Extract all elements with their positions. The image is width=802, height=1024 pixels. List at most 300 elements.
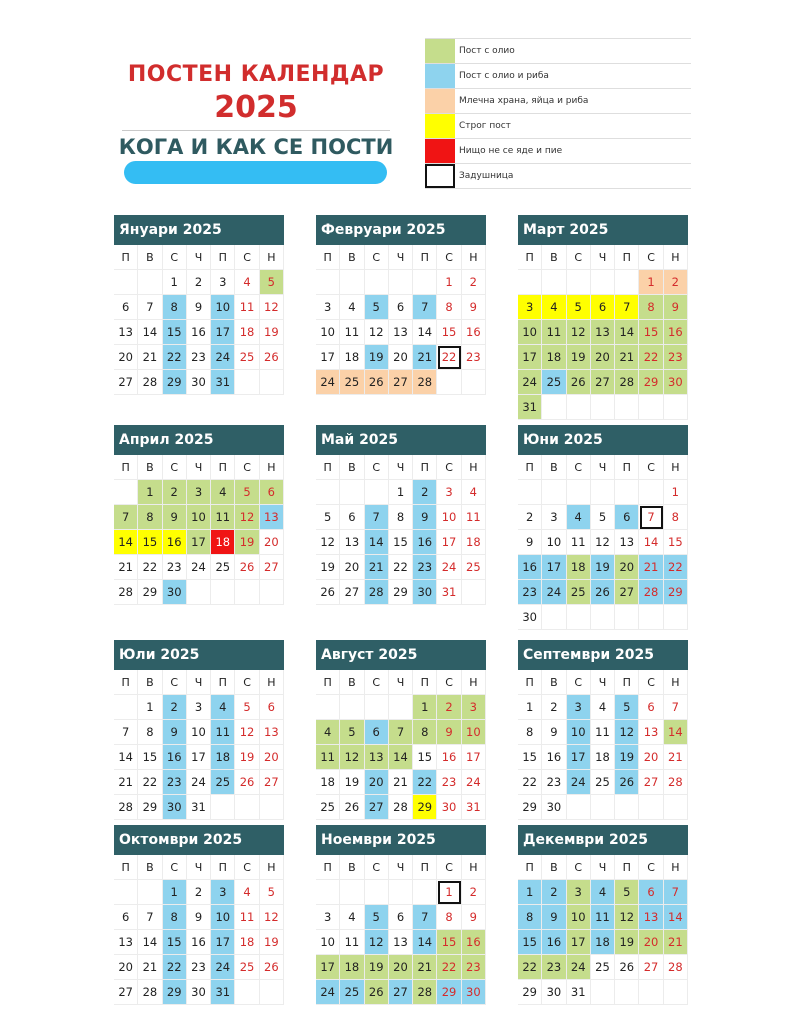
legend-label: Строг пост — [459, 121, 511, 131]
day-cell: 17 — [437, 530, 461, 555]
day-cell: 29 — [389, 580, 413, 605]
weekday-header: В — [138, 855, 162, 880]
empty-day-cell — [389, 695, 413, 720]
weekday-header: С — [365, 670, 389, 695]
day-cell: 10 — [187, 720, 211, 745]
day-cell: 16 — [163, 530, 187, 555]
day-cell: 20 — [365, 770, 389, 795]
day-cell: 4 — [340, 295, 364, 320]
empty-day-cell — [235, 980, 259, 1005]
day-cell: 27 — [114, 370, 138, 395]
day-cell: 6 — [114, 905, 138, 930]
empty-day-cell — [664, 795, 688, 820]
day-cell: 16 — [187, 930, 211, 955]
day-cell: 1 — [639, 270, 663, 295]
empty-day-cell — [114, 270, 138, 295]
day-cell: 25 — [235, 345, 259, 370]
day-cell: 17 — [462, 745, 486, 770]
day-cell: 12 — [365, 320, 389, 345]
day-cell: 20 — [389, 955, 413, 980]
month-title: Октомври 2025 — [114, 825, 284, 855]
day-cell: 26 — [615, 955, 639, 980]
day-cell: 26 — [591, 580, 615, 605]
day-cell: 3 — [316, 295, 340, 320]
day-cell: 30 — [664, 370, 688, 395]
day-cell: 23 — [518, 580, 542, 605]
day-cell: 12 — [260, 295, 284, 320]
day-cell: 14 — [413, 930, 437, 955]
empty-day-cell — [664, 980, 688, 1005]
day-cell: 17 — [518, 345, 542, 370]
day-cell: 8 — [163, 905, 187, 930]
day-cell: 8 — [437, 295, 461, 320]
day-cell: 10 — [567, 905, 591, 930]
day-cell: 12 — [235, 720, 259, 745]
weekday-header: С — [235, 455, 259, 480]
day-cell: 18 — [542, 345, 566, 370]
empty-day-cell — [211, 795, 235, 820]
weekday-header: В — [138, 670, 162, 695]
day-cell: 24 — [518, 370, 542, 395]
empty-day-cell — [340, 480, 364, 505]
legend-item — [425, 64, 691, 89]
day-cell: 29 — [163, 980, 187, 1005]
weekday-header: П — [114, 855, 138, 880]
legend-label: Пост с олио и риба — [459, 71, 549, 81]
empty-day-cell — [138, 270, 162, 295]
day-cell: 2 — [413, 480, 437, 505]
day-cell: 5 — [615, 880, 639, 905]
month-days-grid — [518, 670, 688, 820]
weekday-header: Н — [462, 670, 486, 695]
month-days-grid — [316, 245, 486, 395]
day-cell: 28 — [389, 795, 413, 820]
day-cell: 11 — [235, 295, 259, 320]
day-cell: 31 — [211, 370, 235, 395]
day-cell: 9 — [462, 295, 486, 320]
day-cell: 16 — [187, 320, 211, 345]
day-cell: 26 — [235, 555, 259, 580]
day-cell: 20 — [639, 930, 663, 955]
weekday-header: С — [437, 670, 461, 695]
legend-item — [425, 139, 691, 164]
day-cell: 10 — [316, 320, 340, 345]
empty-day-cell — [114, 480, 138, 505]
day-cell: 5 — [365, 905, 389, 930]
day-cell: 5 — [365, 295, 389, 320]
day-cell: 2 — [187, 270, 211, 295]
day-cell: 25 — [542, 370, 566, 395]
weekday-header: С — [567, 455, 591, 480]
empty-day-cell — [615, 980, 639, 1005]
empty-day-cell — [316, 270, 340, 295]
day-cell: 7 — [389, 720, 413, 745]
day-cell: 10 — [187, 505, 211, 530]
weekday-header: П — [413, 670, 437, 695]
day-cell: 17 — [187, 530, 211, 555]
day-cell: 22 — [138, 555, 162, 580]
empty-day-cell — [518, 480, 542, 505]
day-cell: 2 — [437, 695, 461, 720]
day-cell: 23 — [413, 555, 437, 580]
month-title: Юни 2025 — [518, 425, 688, 455]
month-calendar — [114, 425, 284, 605]
empty-day-cell — [615, 480, 639, 505]
empty-day-cell — [211, 580, 235, 605]
day-cell: 3 — [187, 480, 211, 505]
day-cell: 17 — [567, 930, 591, 955]
day-cell: 8 — [389, 505, 413, 530]
day-cell: 13 — [389, 320, 413, 345]
weekday-header: С — [235, 245, 259, 270]
day-cell: 9 — [542, 905, 566, 930]
day-cell: 21 — [615, 345, 639, 370]
day-cell: 6 — [114, 295, 138, 320]
day-cell: 18 — [211, 745, 235, 770]
weekday-header: П — [413, 245, 437, 270]
day-cell: 8 — [413, 720, 437, 745]
empty-day-cell — [639, 795, 663, 820]
day-cell: 26 — [365, 980, 389, 1005]
day-cell: 14 — [615, 320, 639, 345]
day-cell: 13 — [260, 505, 284, 530]
weekday-header: П — [518, 455, 542, 480]
day-cell: 16 — [462, 320, 486, 345]
day-cell: 11 — [567, 530, 591, 555]
month-calendar — [114, 825, 284, 1005]
day-cell: 24 — [567, 770, 591, 795]
day-cell: 18 — [591, 930, 615, 955]
day-cell: 6 — [639, 695, 663, 720]
day-cell: 16 — [413, 530, 437, 555]
day-cell: 16 — [462, 930, 486, 955]
day-cell: 26 — [260, 955, 284, 980]
day-cell: 28 — [138, 370, 162, 395]
day-cell: 31 — [437, 580, 461, 605]
empty-day-cell — [260, 795, 284, 820]
day-cell: 3 — [437, 480, 461, 505]
day-cell: 13 — [365, 745, 389, 770]
day-cell: 24 — [567, 955, 591, 980]
legend-label: Млечна храна, яйца и риба — [459, 96, 589, 106]
day-cell: 4 — [316, 720, 340, 745]
day-cell: 13 — [260, 720, 284, 745]
day-cell: 4 — [235, 270, 259, 295]
day-cell: 14 — [138, 320, 162, 345]
weekday-header: Н — [664, 455, 688, 480]
day-cell: 22 — [664, 555, 688, 580]
day-cell: 26 — [340, 795, 364, 820]
page-title: ПОСТЕН КАЛЕНДАР — [127, 62, 385, 87]
empty-day-cell — [365, 695, 389, 720]
weekday-header: С — [437, 455, 461, 480]
day-cell: 1 — [437, 880, 461, 905]
day-cell: 9 — [542, 720, 566, 745]
day-cell: 19 — [365, 345, 389, 370]
day-cell: 24 — [187, 555, 211, 580]
day-cell: 20 — [340, 555, 364, 580]
day-cell: 25 — [316, 795, 340, 820]
day-cell: 13 — [114, 930, 138, 955]
day-cell: 18 — [211, 530, 235, 555]
weekday-header: П — [615, 245, 639, 270]
day-cell: 25 — [340, 980, 364, 1005]
month-days-grid — [114, 455, 284, 605]
day-cell: 2 — [462, 880, 486, 905]
day-cell: 19 — [235, 745, 259, 770]
weekday-header: В — [340, 455, 364, 480]
day-cell: 8 — [518, 905, 542, 930]
day-cell: 25 — [591, 955, 615, 980]
day-cell: 29 — [664, 580, 688, 605]
empty-day-cell — [591, 270, 615, 295]
day-cell: 22 — [389, 555, 413, 580]
legend-swatch — [425, 39, 455, 63]
month-title: Декември 2025 — [518, 825, 688, 855]
day-cell: 26 — [260, 345, 284, 370]
day-cell: 13 — [591, 320, 615, 345]
day-cell: 8 — [437, 905, 461, 930]
day-cell: 15 — [664, 530, 688, 555]
legend-item — [425, 89, 691, 114]
month-calendar — [518, 640, 688, 820]
day-cell: 21 — [664, 745, 688, 770]
day-cell: 23 — [163, 555, 187, 580]
day-cell: 7 — [413, 905, 437, 930]
day-cell: 31 — [187, 795, 211, 820]
day-cell: 7 — [365, 505, 389, 530]
day-cell: 23 — [542, 955, 566, 980]
day-cell: 26 — [365, 370, 389, 395]
day-cell: 11 — [235, 905, 259, 930]
day-cell: 6 — [615, 505, 639, 530]
day-cell: 27 — [389, 370, 413, 395]
empty-day-cell — [340, 270, 364, 295]
legend-item — [425, 114, 691, 139]
day-cell: 17 — [187, 745, 211, 770]
month-calendar — [518, 215, 688, 420]
empty-day-cell — [567, 480, 591, 505]
month-calendar — [316, 215, 486, 395]
empty-day-cell — [235, 580, 259, 605]
empty-day-cell — [260, 370, 284, 395]
day-cell: 18 — [462, 530, 486, 555]
empty-day-cell — [235, 795, 259, 820]
day-cell: 22 — [518, 955, 542, 980]
day-cell: 30 — [462, 980, 486, 1005]
day-cell: 20 — [389, 345, 413, 370]
day-cell: 9 — [518, 530, 542, 555]
weekday-header: С — [639, 455, 663, 480]
day-cell: 12 — [316, 530, 340, 555]
day-cell: 25 — [235, 955, 259, 980]
day-cell: 10 — [211, 905, 235, 930]
day-cell: 6 — [365, 720, 389, 745]
weekday-header: П — [413, 455, 437, 480]
legend-label: Нищо не се яде и пие — [459, 146, 563, 156]
day-cell: 5 — [615, 695, 639, 720]
day-cell: 5 — [260, 880, 284, 905]
legend-swatch — [425, 64, 455, 88]
day-cell: 4 — [542, 295, 566, 320]
day-cell: 10 — [211, 295, 235, 320]
weekday-header: В — [542, 245, 566, 270]
day-cell: 18 — [340, 955, 364, 980]
day-cell: 2 — [163, 695, 187, 720]
day-cell: 13 — [340, 530, 364, 555]
day-cell: 25 — [211, 770, 235, 795]
day-cell: 8 — [639, 295, 663, 320]
weekday-header: В — [138, 245, 162, 270]
day-cell: 21 — [114, 770, 138, 795]
day-cell: 15 — [437, 320, 461, 345]
day-cell: 14 — [389, 745, 413, 770]
empty-day-cell — [340, 880, 364, 905]
month-title: Май 2025 — [316, 425, 486, 455]
day-cell: 26 — [235, 770, 259, 795]
month-days-grid — [114, 245, 284, 395]
empty-day-cell — [316, 880, 340, 905]
weekday-header: П — [316, 455, 340, 480]
weekday-header: Ч — [389, 245, 413, 270]
day-cell: 12 — [591, 530, 615, 555]
day-cell: 2 — [542, 695, 566, 720]
empty-day-cell — [260, 980, 284, 1005]
day-cell: 27 — [260, 770, 284, 795]
month-title: Януари 2025 — [114, 215, 284, 245]
day-cell: 7 — [664, 880, 688, 905]
day-cell: 23 — [163, 770, 187, 795]
day-cell: 9 — [187, 295, 211, 320]
day-cell: 8 — [138, 720, 162, 745]
day-cell: 9 — [664, 295, 688, 320]
weekday-header: В — [542, 855, 566, 880]
empty-day-cell — [413, 880, 437, 905]
day-cell: 6 — [591, 295, 615, 320]
day-cell: 21 — [365, 555, 389, 580]
day-cell: 10 — [462, 720, 486, 745]
day-cell: 10 — [437, 505, 461, 530]
day-cell: 19 — [260, 930, 284, 955]
weekday-header: С — [365, 455, 389, 480]
weekday-header: Н — [260, 670, 284, 695]
day-cell: 9 — [187, 905, 211, 930]
day-cell: 12 — [260, 905, 284, 930]
weekday-header: Н — [462, 245, 486, 270]
month-calendar — [316, 425, 486, 605]
day-cell: 24 — [316, 980, 340, 1005]
day-cell: 10 — [542, 530, 566, 555]
day-cell: 30 — [163, 580, 187, 605]
day-cell: 29 — [138, 580, 162, 605]
weekday-header: П — [211, 855, 235, 880]
legend-swatch — [425, 114, 455, 138]
day-cell: 24 — [437, 555, 461, 580]
weekday-header: Н — [664, 855, 688, 880]
day-cell: 4 — [211, 695, 235, 720]
weekday-header: Ч — [187, 245, 211, 270]
day-cell: 2 — [163, 480, 187, 505]
month-days-grid — [114, 855, 284, 1005]
month-days-grid — [114, 670, 284, 820]
month-calendar — [316, 640, 486, 820]
day-cell: 14 — [365, 530, 389, 555]
day-cell: 17 — [211, 320, 235, 345]
day-cell: 7 — [138, 905, 162, 930]
day-cell: 27 — [114, 980, 138, 1005]
day-cell: 11 — [211, 505, 235, 530]
day-cell: 28 — [114, 580, 138, 605]
day-cell: 19 — [365, 955, 389, 980]
day-cell: 20 — [260, 530, 284, 555]
day-cell: 1 — [518, 695, 542, 720]
day-cell: 22 — [163, 345, 187, 370]
day-cell: 29 — [518, 980, 542, 1005]
day-cell: 22 — [413, 770, 437, 795]
day-cell: 24 — [187, 770, 211, 795]
day-cell: 6 — [389, 905, 413, 930]
day-cell: 3 — [542, 505, 566, 530]
weekday-header: Ч — [187, 455, 211, 480]
day-cell: 27 — [260, 555, 284, 580]
day-cell: 9 — [163, 720, 187, 745]
day-cell: 17 — [542, 555, 566, 580]
day-cell: 30 — [542, 980, 566, 1005]
empty-day-cell — [639, 980, 663, 1005]
month-calendar — [114, 215, 284, 395]
day-cell: 3 — [211, 880, 235, 905]
empty-day-cell — [567, 270, 591, 295]
day-cell: 23 — [187, 955, 211, 980]
day-cell: 23 — [437, 770, 461, 795]
day-cell: 28 — [664, 955, 688, 980]
day-cell: 23 — [462, 345, 486, 370]
weekday-header: С — [365, 855, 389, 880]
month-title: Септември 2025 — [518, 640, 688, 670]
day-cell: 2 — [664, 270, 688, 295]
day-cell: 28 — [138, 980, 162, 1005]
day-cell: 17 — [567, 745, 591, 770]
empty-day-cell — [615, 605, 639, 630]
day-cell: 19 — [316, 555, 340, 580]
day-cell: 24 — [211, 955, 235, 980]
month-days-grid — [316, 670, 486, 820]
empty-day-cell — [316, 695, 340, 720]
day-cell: 14 — [664, 720, 688, 745]
day-cell: 15 — [518, 930, 542, 955]
empty-day-cell — [114, 695, 138, 720]
weekday-header: С — [163, 670, 187, 695]
month-title: Февруари 2025 — [316, 215, 486, 245]
day-cell: 16 — [542, 930, 566, 955]
day-cell: 28 — [413, 980, 437, 1005]
weekday-header: Ч — [389, 670, 413, 695]
day-cell: 8 — [664, 505, 688, 530]
day-cell: 3 — [567, 695, 591, 720]
day-cell: 19 — [567, 345, 591, 370]
weekday-header: Ч — [187, 855, 211, 880]
weekday-header: С — [567, 670, 591, 695]
legend-item — [425, 164, 691, 189]
month-days-grid — [518, 245, 688, 420]
day-cell: 31 — [518, 395, 542, 420]
day-cell: 23 — [187, 345, 211, 370]
day-cell: 24 — [211, 345, 235, 370]
month-title: Юли 2025 — [114, 640, 284, 670]
day-cell: 13 — [389, 930, 413, 955]
day-cell: 3 — [518, 295, 542, 320]
legend-label: Задушница — [459, 171, 514, 181]
